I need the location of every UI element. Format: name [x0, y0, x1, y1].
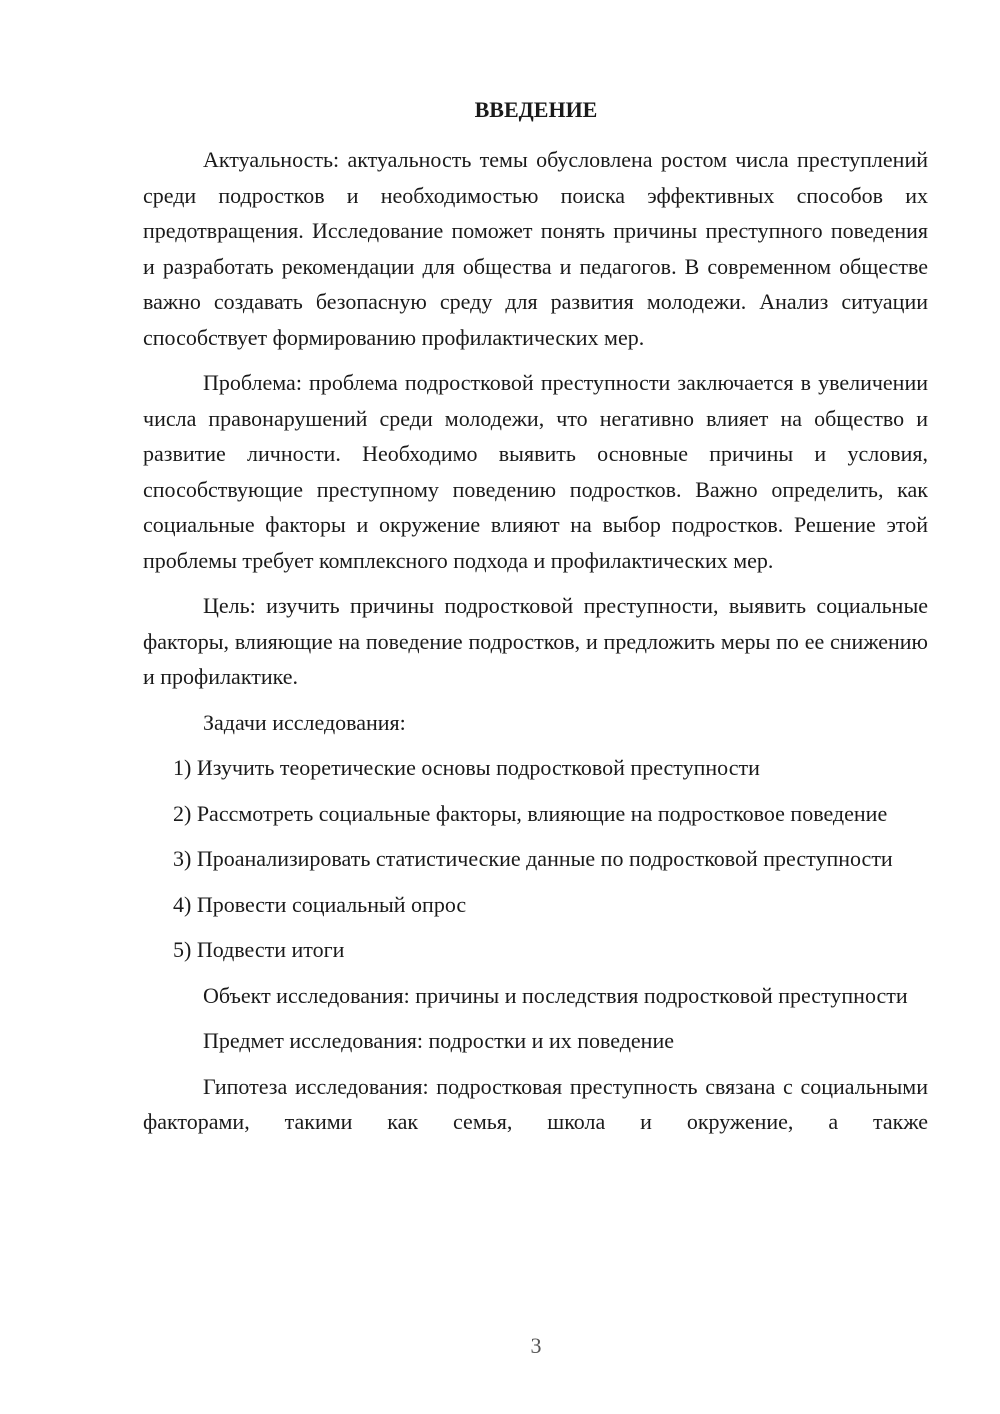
task-item-5: 5) Подвести итоги: [173, 937, 345, 962]
paragraph-problem: Проблема: проблема подростковой преступности заключается в увеличении числа правонарушений среди молодежи, что негативно влияет на общество и развитие личности. Необходимо выявить основные причины и условия, способствующие преступному поведению подростков. Важно определить, как социальные факторы и окружение влияют на выбор подростков. Решение этой проблемы требует комплексного подхода и профилактических мер.: [143, 370, 928, 573]
paragraph-object: Объект исследования: причины и последствия подростковой преступности: [203, 982, 908, 1008]
task-item-2: 2) Рассмотреть социальные факторы, влияющие на подростковое поведение: [173, 800, 888, 826]
paragraph-relevance: Актуальность: актуальность темы обусловлена ростом числа преступлений среди подростков и необходимостью поиска эффективных способов их предотвращения. Исследование поможет понять причины преступного поведения и разработать рекомендации для общества и педагогов. В современном обществе важно создавать безопасную среду для развития молодежи. Анализ ситуации способствует формированию профилактических мер.: [143, 147, 928, 350]
page-number: 3: [530, 1333, 542, 1358]
paragraph-goal: Цель: изучить причины подростковой преступности, выявить социальные факторы, влияющие на поведение подростков, и предложить меры по ее снижению и профилактике.: [143, 593, 928, 689]
task-item-1: 1) Изучить теоретические основы подростковой преступности: [173, 755, 760, 780]
paragraph-hypothesis: Гипотеза исследования: подростковая преступность связана с социальными факторами, такими как семья, школа и окружение, а также: [143, 1073, 928, 1134]
body-text: [143, 142, 928, 1140]
tasks-heading: Задачи исследования:: [203, 709, 406, 735]
paragraph-subject: Предмет исследования: подростки и их поведение: [203, 1028, 674, 1053]
section-title: ВВЕДЕНИЕ: [474, 97, 598, 122]
task-item-4: 4) Провести социальный опрос: [173, 891, 467, 917]
task-item-3: 3) Проанализировать статистические данные по подростковой преступности: [173, 846, 893, 871]
